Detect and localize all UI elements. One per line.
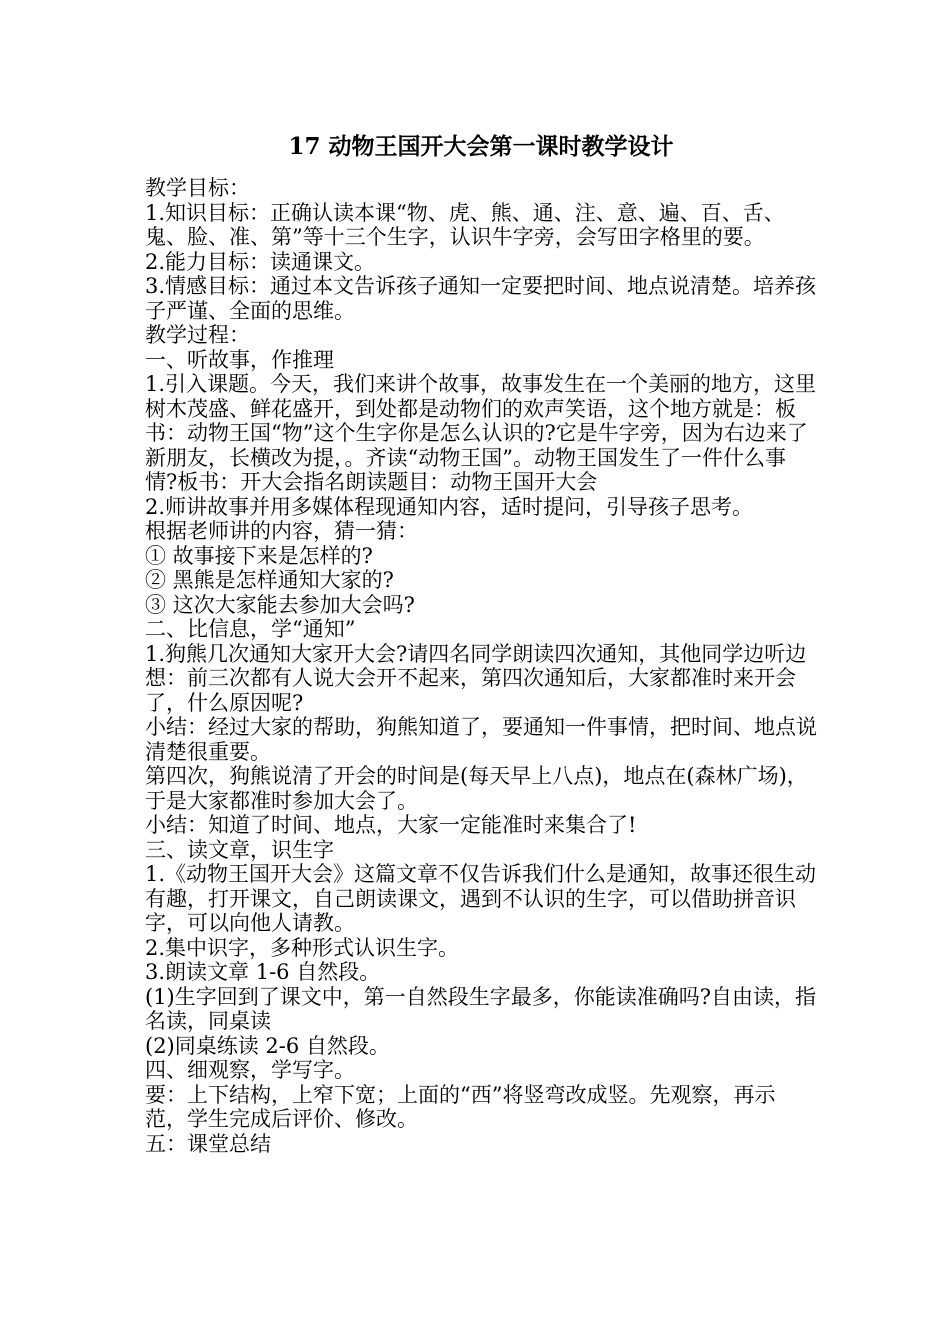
section-heading-2: 二、比信息，学“通知”: [145, 617, 356, 641]
sub-item-1: (1)生字回到了课文中，第一自然段生字最多，你能读准确吗?自由读，指名读，同桌读: [145, 984, 817, 1033]
paragraph-intro: 1.引入课题。今天，我们来讲个故事，故事发生在一个美丽的地方，这里树木茂盛、鲜花盛开，到处都是动物们的欢声笑语，这个地方就是：板书：动物王国“物”这个生字你是怎么认识的?它是牛字旁，因为右边来了新朋友，长横改为提，。齐读“动物王国”。动物王国发生了一件什么事情?板书：开大会指名朗读题目：动物王国开大会: [145, 372, 817, 494]
paragraph-characters: 2.集中识字，多种形式认识生字。: [145, 935, 460, 960]
question-3: ③ 这次大家能去参加大会吗?: [145, 592, 415, 617]
question-1: ① 故事接下来是怎样的?: [145, 543, 373, 568]
summary-2: 小结：知道了时间、地点，大家一定能准时来集合了!: [145, 813, 637, 837]
section-label-teaching-process: 教学过程：: [145, 323, 250, 347]
document-body: [145, 132, 817, 1156]
paragraph-reading: 1.《动物王国开大会》这篇文章不仅告诉我们什么是通知，故事还很生动有趣，打开课文，自己朗读课文，遇到不认识的生字，可以借助拼音识字，可以向他人请教。: [145, 862, 817, 935]
section-heading-1: 一、听故事，作推理: [145, 347, 334, 372]
question-2: ② 黑熊是怎样通知大家的?: [145, 568, 394, 592]
paragraph-notices: 1.狗熊几次通知大家开大会?请四名同学朗读四次通知，其他同学边听边想：前三次都有人说大会开不起来，第四次通知后，大家都准时来开会了，什么原因呢?: [145, 641, 807, 715]
sub-item-2: (2)同桌练读 2-6 自然段。: [145, 1033, 390, 1058]
goal-emotion: 3.情感目标：通过本文告诉孩子通知一定要把时间、地点说清楚。培养孩子严谨、全面的思维。: [145, 274, 817, 323]
summary-1: 小结：经过大家的帮助，狗熊知道了，要通知一件事情，把时间、地点说清楚很重要。: [145, 715, 817, 764]
paragraph-read-aloud: 3.朗读文章 1-6 自然段。: [145, 960, 381, 984]
paragraph-guess: 根据老师讲的内容，猜一猜：: [145, 519, 418, 543]
section-label-teaching-goals: 教学目标：: [145, 176, 250, 200]
document-title: 17 动物王国开大会第一课时教学设计: [288, 133, 674, 160]
paragraph-writing: 要：上下结构，上窄下宽；上面的“西”将竖弯改成竖。先观察，再示范，学生完成后评价、修改。: [145, 1082, 776, 1131]
section-heading-3: 三、读文章，识生字: [145, 837, 334, 862]
goal-knowledge: 1.知识目标：正确认读本课“物、虎、熊、通、注、意、遍、百、舌、鬼、脸、准、第”等十三个生字，认识牛字旁，会写田字格里的要。: [145, 200, 785, 249]
section-heading-4: 四、细观察，学写字。: [145, 1058, 355, 1082]
section-heading-5: 五：课堂总结: [145, 1131, 271, 1156]
paragraph-fourth-notice: 第四次，狗熊说清了开会的时间是(每天早上八点)，地点在(森林广场)，于是大家都准时参加大会了。: [145, 764, 808, 813]
goal-ability: 2.能力目标：读通课文。: [145, 249, 376, 274]
paragraph-story: 2.师讲故事并用多媒体程现通知内容，适时提问，引导孩子思考。: [145, 494, 754, 519]
